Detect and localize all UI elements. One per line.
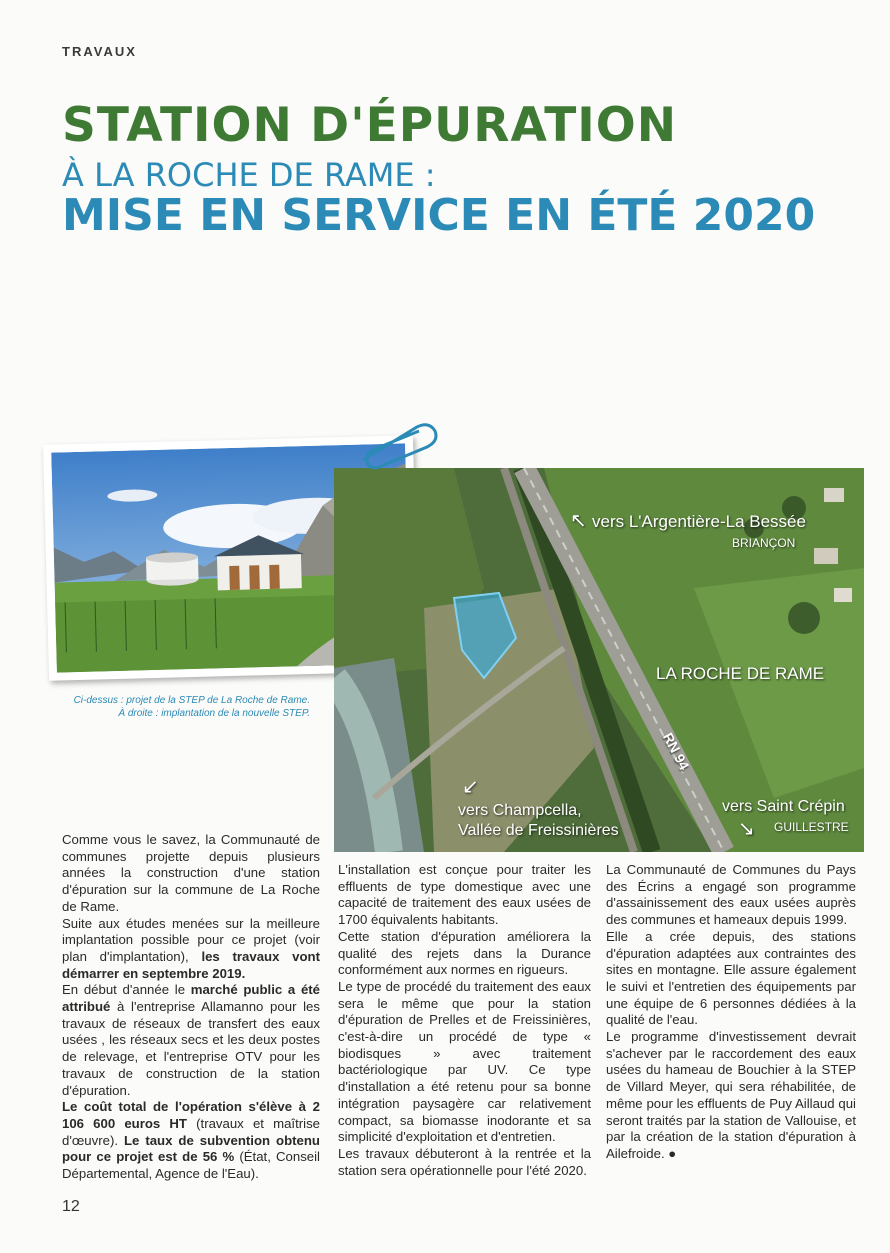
col1-p3-bold: marché public a été attribué: [62, 982, 321, 1015]
map-label-road: RN 94: [659, 730, 693, 773]
map-arrow-south-east-icon: ↘: [738, 818, 755, 840]
section-label: TRAVAUX: [62, 44, 137, 59]
col1-p2-text: Suite aux études menées sur la meilleure implantation possible pour ce projet (voir plan d'implantation),: [62, 915, 320, 964]
photo-caption: [40, 694, 310, 720]
text-column-1: [62, 832, 320, 1183]
map-label-south-east-sub: GUILLESTRE: [774, 820, 849, 834]
col3-paragraph-2: Elle a crée depuis, des stations d'épuration adaptées aux contraintes des sites en montagne. Elle assure également le suivi et l'entretien des équipements par une équipe de 6 personnes dédiées à la qualité de l'eau.: [606, 928, 856, 1028]
caption-line-2: À droite : implantation de la nouvelle STEP.: [118, 708, 310, 719]
map-label-town: LA ROCHE DE RAME: [656, 664, 825, 683]
caption-line-1: Ci-dessus : projet de la STEP de La Roche de Rame.: [73, 695, 310, 706]
map-label-south-east: vers Saint Crépin: [722, 798, 845, 815]
map-label-north: vers L'Argentière-La Bessée: [592, 512, 806, 531]
map-arrow-south-west-icon: ↙: [462, 776, 479, 798]
col1-p2-bold: les travaux vont démarrer en septembre 2019.: [62, 948, 320, 981]
col1-paragraph-3: [62, 982, 320, 1099]
col1-paragraph-4: [62, 1099, 320, 1183]
col1-p4-text-b: (travaux et maîtrise d'œuvre).: [62, 1115, 320, 1148]
col2-paragraph-3: Le type de procédé du traitement des eaux sera le même que pour la station d'épuration de Prelles et de Freissinières, c'est-à-dire un procédé de type « biodisques » avec traitement bactériologique par UV. Ce type d'installation a été retenu pour sa bonne intégration paysagère car relativement compact, sa biomasse inodorante et sa simplicité d'exploitation et d'entretien.: [338, 978, 591, 1145]
title-line-2: À LA ROCHE DE RAME :: [62, 156, 436, 194]
map-label-south-west-1: vers Champcella,: [458, 802, 582, 819]
col1-paragraph-1: Comme vous le savez, la Communauté de communes projette depuis plusieurs années la construction d'une station d'épuration sur la commune de La Roche de Rame.: [62, 832, 320, 914]
col1-p3-text-c: à l'entreprise Allamanno pour les travaux de réseaux de transfert des eaux usées , les réseaux secs et les deux postes de relevage, et l'entreprise OTV pour les travaux de construction de la station d'épuration.: [62, 999, 320, 1098]
col2-paragraph-2: Cette station d'épuration améliorera la qualité des rejets dans la Durance conformément aux normes en rigueurs.: [338, 928, 591, 978]
text-column-2: [338, 862, 591, 1179]
col1-p4-bold-a: Le coût total de l'opération s'élève à 2 106 600 euros HT: [62, 1099, 320, 1131]
col1-p3-text-a: En début d'année le: [62, 982, 191, 998]
col1-p4-text-d: (État, Conseil Départemental, Agence de l'Eau).: [62, 1149, 320, 1182]
map-label-south-west-2: Vallée de Freissinières: [458, 822, 619, 839]
map-arrow-north-icon: ↖: [570, 510, 587, 532]
col3-paragraph-3: Le programme d'investissement devrait s'achever par le raccordement des eaux usées du hameau de Bouchier à la STEP de Villard Meyer, qui sera réhabilitée, de même pour les effluents de Puy Aillaud qui seront traités par la station de Vallouise, et par la création de la station d'épuration à Ailefroide. ●: [606, 1029, 856, 1161]
col1-p4-bold-c: Le taux de subvention obtenu pour ce projet est de 56 %: [62, 1132, 320, 1165]
text-column-3: [606, 862, 856, 1163]
page-number: 12: [62, 1198, 80, 1215]
paperclip-icon: [355, 415, 445, 470]
col1-paragraph-2: [62, 916, 320, 983]
title-line-1: STATION D'ÉPURATION: [62, 98, 678, 153]
col3-paragraph-1: La Communauté de Communes du Pays des Écrins a engagé son programme d'assainissement des eaux usées auprès des communes et hameaux depuis 1999.: [606, 862, 856, 928]
title-line-3: MISE EN SERVICE EN ÉTÉ 2020: [62, 190, 816, 241]
col2-paragraph-1: L'installation est conçue pour traiter les effluents de type domestique avec une capacité de traitement des eaux usées de 1700 équivalents habitants.: [338, 862, 591, 928]
map-label-north-sub: BRIANÇON: [732, 536, 796, 550]
col2-paragraph-4: Les travaux débuteront à la rentrée et la station sera opérationnelle pour l'été 2020.: [338, 1145, 591, 1178]
implantation-map: [334, 468, 864, 852]
